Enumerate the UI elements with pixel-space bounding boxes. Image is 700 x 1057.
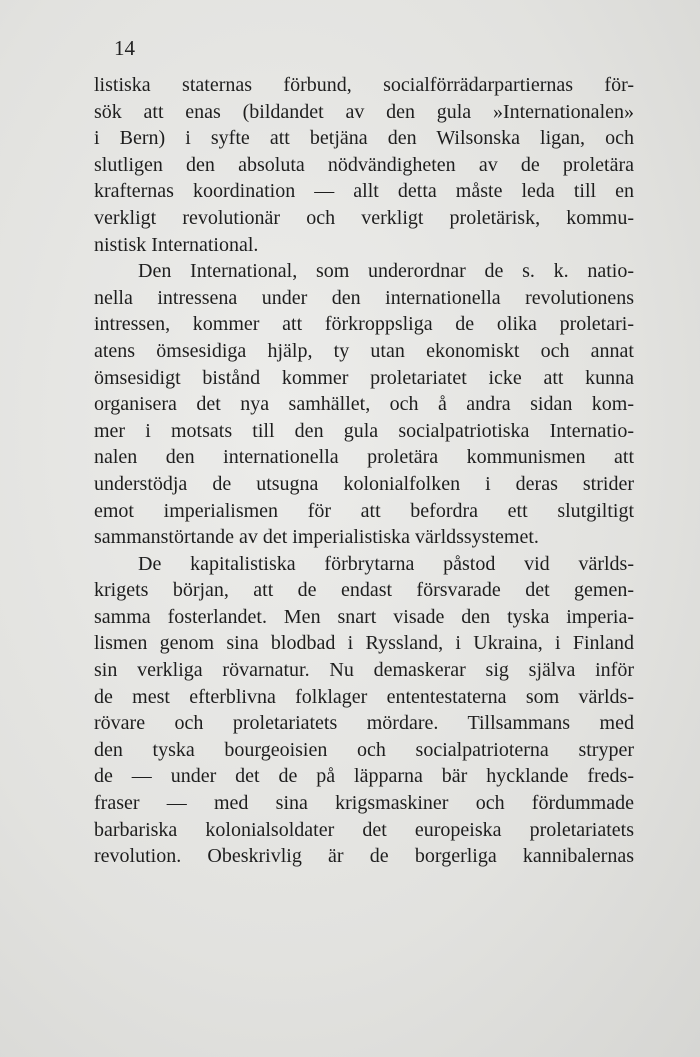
text-line: slutligen den absoluta nödvändigheten av de proletära	[94, 153, 634, 176]
text-line: rövare och proletariatets mördare. Tillsammans med	[94, 712, 634, 735]
text-line: krigets början, att de endast försvarade det gemen-	[94, 579, 634, 602]
text-line: samma fosterlandet. Men snart visade den tyska imperia-	[94, 605, 634, 628]
text-line: verkligt revolutionär och verkligt proletärisk, kommu-	[94, 206, 634, 229]
text-line: ömsesidigt bistånd kommer proletariatet icke att kunna	[94, 366, 634, 389]
text-line: sin verkliga rövarnatur. Nu demaskerar sig själva inför	[94, 659, 634, 682]
text-line: fraser — med sina krigsmaskiner och fördummade	[94, 792, 634, 815]
text-line: de — under det de på läpparna bär hycklande freds-	[94, 765, 634, 788]
text-line: i Bern) i syfte att betjäna den Wilsonska ligan, och	[94, 127, 634, 150]
text-line: emot imperialismen för att befordra ett slutgiltigt	[94, 499, 634, 522]
text-line: De kapitalistiska förbrytarna påstod vid världs-	[138, 552, 634, 575]
text-line: mer i motsats till den gula socialpatriotiska Internatio-	[94, 419, 634, 442]
text-line: lismen genom sina blodbad i Ryssland, i Ukraina, i Finland	[94, 632, 634, 655]
text-line: sammanstörtande av det imperialistiska världssystemet.	[94, 526, 539, 549]
text-line: revolution. Obeskrivlig är de borgerliga kannibalernas	[94, 845, 634, 868]
text-line: nalen den internationella proletära kommunismen att	[94, 446, 634, 469]
text-line: krafternas koordination — allt detta måste leda till en	[94, 180, 634, 203]
text-line: listiska staternas förbund, socialförrädarpartiernas för-	[94, 74, 634, 96]
text-line: atens ömsesidiga hjälp, ty utan ekonomiskt och annat	[94, 339, 634, 362]
text-line: de mest efterblivna folklager ententestaterna som världs-	[94, 685, 634, 708]
body-text	[94, 72, 634, 870]
text-line: sök att enas (bildandet av den gula »Internationalen»	[94, 100, 634, 123]
text-line: barbariska kolonialsoldater det europeiska proletariatets	[94, 818, 634, 841]
text-line: Den International, som underordnar de s. k. natio-	[138, 260, 634, 283]
text-line: nistisk International.	[94, 233, 259, 256]
text-line: den tyska bourgeoisien och socialpatrioterna stryper	[94, 738, 634, 761]
text-line: understödja de utsugna kolonialfolken i deras strider	[94, 472, 634, 495]
text-line: organisera det nya samhället, och å andra sidan kom-	[94, 393, 634, 416]
text-line: nella intressena under den internationella revolutionens	[94, 286, 634, 309]
text-line: intressen, kommer att förkroppsliga de olika proletari-	[94, 313, 634, 336]
page-number: 14	[114, 36, 135, 60]
